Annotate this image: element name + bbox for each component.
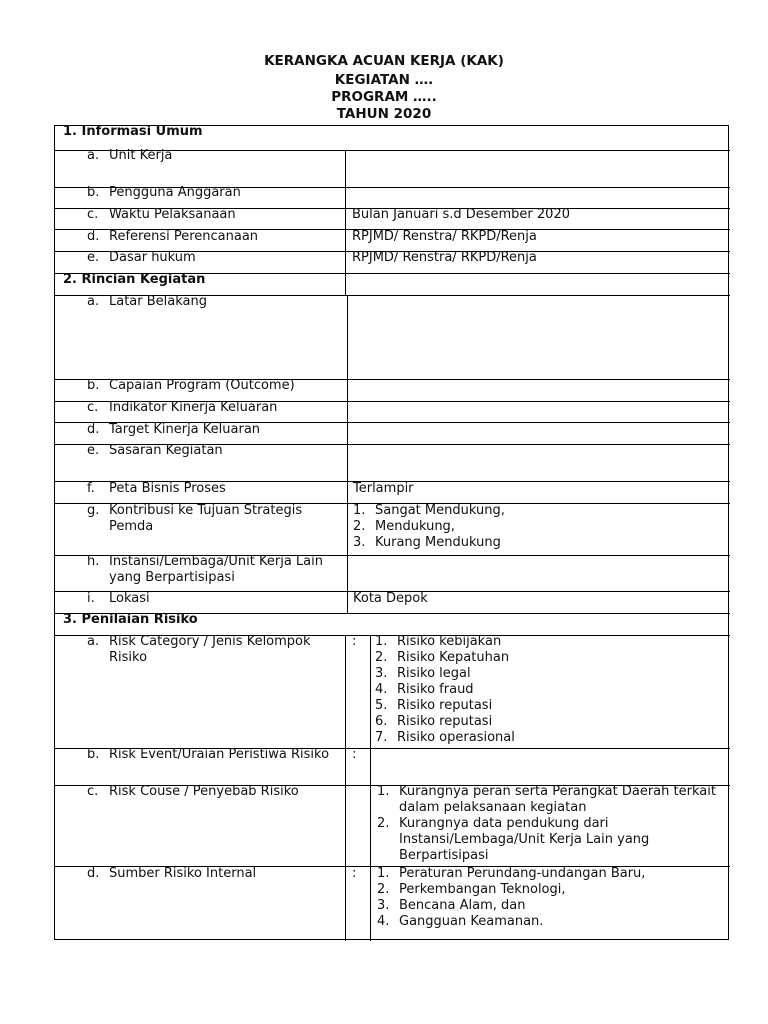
risk-cause-list <box>377 784 722 864</box>
kontribusi-list <box>353 503 723 551</box>
row-letter: c. <box>87 784 99 799</box>
row-letter: d. <box>87 866 100 881</box>
list-item: 1. Risiko kebijakan <box>375 634 502 649</box>
row-label-sumber-risiko: Sumber Risiko Internal <box>109 866 257 881</box>
row-label-kontribusi: Kontribusi ke Tujuan Strategis Pemda <box>109 503 303 534</box>
list-item: 3. Risiko legal <box>375 666 471 681</box>
section-2-heading: 2. Rincian Kegiatan <box>63 272 206 287</box>
row-label-risk-category: Risk Category / Jenis Kelompok Risiko <box>109 634 311 665</box>
row-letter: d. <box>87 229 100 244</box>
row-label-risk-event: Risk Event/Uraian Peristiwa Risiko <box>109 747 330 762</box>
row-letter: a. <box>87 634 100 649</box>
list-item: 3. Bencana Alam, dan <box>377 898 526 913</box>
row-label-target-kinerja: Target Kinerja Keluaran <box>109 422 261 437</box>
row-letter: e. <box>87 250 100 265</box>
list-item: 2. Risiko Kepatuhan <box>375 650 510 665</box>
row-value-peta-bisnis: Terlampir <box>353 481 414 496</box>
doc-subtitle-tahun: TAHUN 2020 <box>336 106 432 122</box>
risk-internal-list <box>377 866 722 930</box>
row-letter: a. <box>87 294 100 309</box>
row-label-capaian-program: Capaian Program (Outcome) <box>109 378 295 393</box>
section-3-heading: 3. Penilaian Risiko <box>63 612 198 627</box>
row-label-sasaran-kegiatan: Sasaran Kegiatan <box>109 443 223 458</box>
list-item: 1. Peraturan Perundang-undangan Baru, <box>377 866 646 881</box>
row-letter: b. <box>87 378 100 393</box>
row-label-pengguna-anggaran: Pengguna Anggaran <box>109 185 241 200</box>
row-label-waktu-pelaksanaan: Waktu Pelaksanaan <box>109 207 236 222</box>
row-label-peta-bisnis: Peta Bisnis Proses <box>109 481 226 496</box>
colon: : <box>352 634 357 649</box>
list-item: 2. Kurangnya data pendukung dari Instansi/Lembaga/Unit Kerja Lain yang Berpartisipasi <box>377 816 650 863</box>
doc-subtitle-program: PROGRAM ….. <box>331 89 437 105</box>
row-letter: c. <box>87 400 99 415</box>
row-value-waktu-pelaksanaan: Bulan Januari s.d Desember 2020 <box>352 207 570 222</box>
row-letter: e. <box>87 443 100 458</box>
doc-title: KERANGKA ACUAN KERJA (KAK) <box>264 53 504 69</box>
row-letter: b. <box>87 185 100 200</box>
list-item: 5. Risiko reputasi <box>375 698 493 713</box>
colon: : <box>352 866 357 881</box>
list-item: 4. Risiko fraud <box>375 682 474 697</box>
risk-category-list <box>375 634 720 746</box>
row-label-indikator-kinerja: Indikator Kinerja Keluaran <box>109 400 278 415</box>
doc-subtitle-kegiatan: KEGIATAN …. <box>334 72 434 88</box>
row-letter: i. <box>87 591 95 606</box>
row-letter: b. <box>87 747 100 762</box>
row-label-latar-belakang: Latar Belakang <box>109 294 208 309</box>
row-letter: a. <box>87 148 100 163</box>
row-letter: h. <box>87 554 100 569</box>
list-item: 2. Mendukung, <box>353 519 455 534</box>
row-label-lokasi: Lokasi <box>109 591 150 606</box>
row-label-unit-kerja: Unit Kerja <box>109 148 173 163</box>
row-label-instansi: Instansi/Lembaga/Unit Kerja Lain yang Berpartisipasi <box>109 554 323 585</box>
list-item: 2. Perkembangan Teknologi, <box>377 882 566 897</box>
kak-table <box>54 125 729 940</box>
list-item: 4. Gangguan Keamanan. <box>377 914 544 929</box>
row-letter: g. <box>87 503 100 518</box>
list-item: 1. Sangat Mendukung, <box>353 503 505 518</box>
row-value-dasar-hukum: RPJMD/ Renstra/ RKPD/Renja <box>352 250 537 265</box>
row-letter: f. <box>87 481 95 496</box>
colon: : <box>352 747 357 762</box>
row-label-dasar-hukum: Dasar hukum <box>109 250 196 265</box>
list-item: 3. Kurang Mendukung <box>353 535 501 550</box>
list-item: 6. Risiko reputasi <box>375 714 493 729</box>
section-1-heading: 1. Informasi Umum <box>63 124 203 139</box>
row-label-referensi-perencanaan: Referensi Perencanaan <box>109 229 259 244</box>
row-letter: c. <box>87 207 99 222</box>
list-item: 7. Risiko operasional <box>375 730 515 745</box>
list-item: 1. Kurangnya peran serta Perangkat Daerah terkait dalam pelaksanaan kegiatan <box>377 784 716 815</box>
row-letter: d. <box>87 422 100 437</box>
row-value-lokasi: Kota Depok <box>353 591 428 606</box>
row-label-risk-cause: Risk Couse / Penyebab Risiko <box>109 784 299 799</box>
row-value-referensi-perencanaan: RPJMD/ Renstra/ RKPD/Renja <box>352 229 537 244</box>
